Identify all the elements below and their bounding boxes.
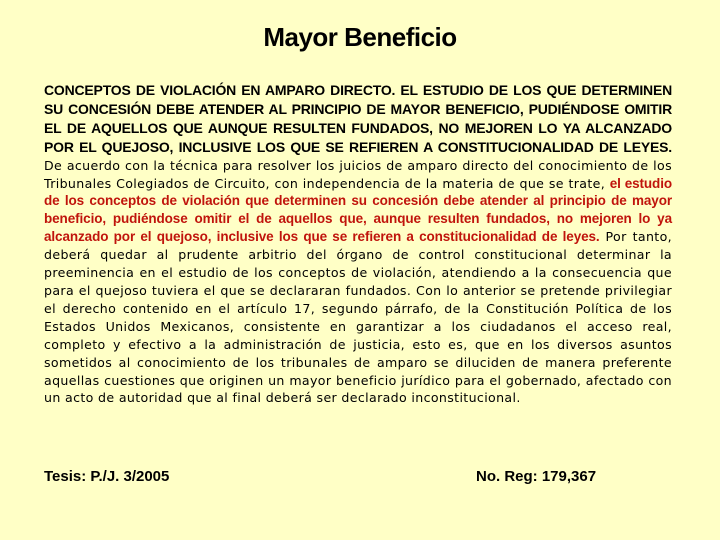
thesis-highlighted-text: el estudio de los conceptos de violación que determinen su concesión debe atender al principio de mayor beneficio, pudiéndose omitir el de aquellos que, aunque resulten fundados, no mejoren lo ya alcanzado por el quejoso, inclusive los que se refieren a constitucionalidad de leyes.: [44, 175, 673, 245]
page-title: Mayor Beneficio: [263, 22, 457, 52]
registry-number: No. Reg: 179,367: [476, 468, 597, 485]
tesis-reference: Tesis: P./J. 3/2005: [44, 468, 170, 485]
thesis-paragraph: [44, 82, 672, 408]
thesis-rest-text: Por tanto, deberá quedar al prudente arbitrio del órgano de control constitucional determinar la preeminencia en el estudio de los conceptos de violación, atendiendo a la consecuencia que para el quejoso tuviera el que se declararan fundados. Con lo anterior se pretende privilegiar el derecho contenido en el artículo 17, segundo párrafo, de la Constitución Política de los Estados Unidos Mexicanos, consistente en garantizar a los ciudadanos el acceso real, completo y efectivo a la administración de justicia, esto es, que en los diversos asuntos sometidos al conocimiento de los tribunales de amparo se diluciden de manera preferente aquellas cuestiones que originen un mayor beneficio jurídico para el gobernado, afectado con un acto de autoridad que al final deberá ser declarado inconstitucional.: [44, 229, 672, 406]
thesis-heading: CONCEPTOS DE VIOLACIÓN EN AMPARO DIRECTO. EL ESTUDIO DE LOS QUE DETERMINEN SU CONCESIÓN DEBE ATENDER AL PRINCIPIO DE MAYOR BENEFICIO, PUDIÉNDOSE OMITIR EL DE AQUELLOS QUE AUNQUE RESULTEN FUNDADOS, NO MEJOREN LO YA ALCANZADO POR EL QUEJOSO, INCLUSIVE LOS QUE SE REFIEREN A CONSTITUCIONALIDAD DE LEYES.: [44, 82, 672, 155]
thesis-intro-text: De acuerdo con la técnica para resolver los juicios de amparo directo del conocimiento de los Tribunales Colegiados de Circuito, con independencia de la materia de que se trate,: [44, 157, 672, 191]
